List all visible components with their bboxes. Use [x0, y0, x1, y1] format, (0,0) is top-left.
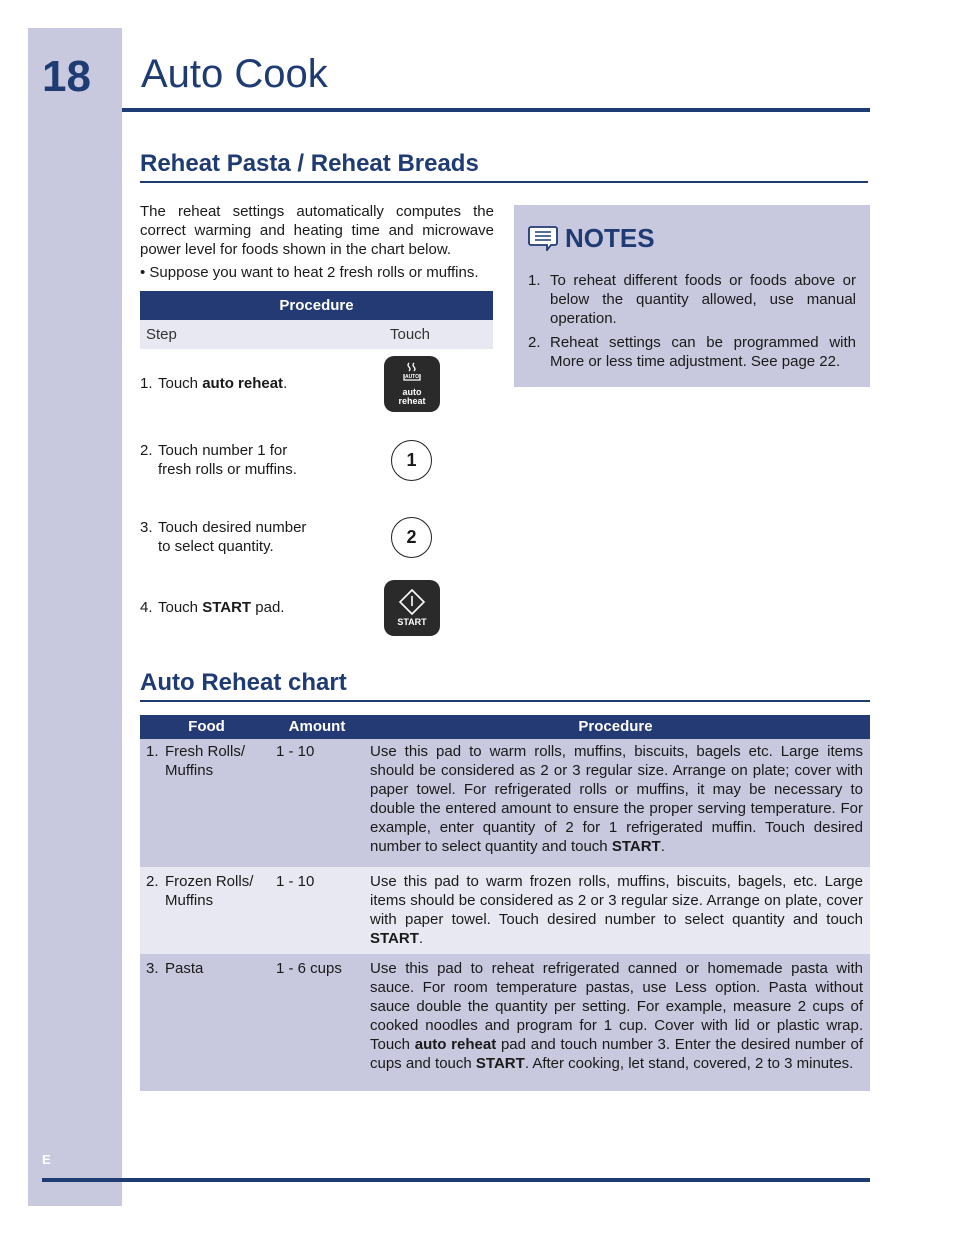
footer-rule	[42, 1178, 870, 1182]
note-2: 2. Reheat settings can be programmed with More or less time adjustment. See page 22.	[528, 334, 856, 370]
reheat-heading-rule	[140, 181, 868, 183]
amount-cell: 1 - 6 cups	[276, 960, 342, 977]
page-title: Auto Cook	[141, 52, 328, 96]
food-cell: 3. Pasta	[146, 960, 204, 977]
header-food: Food	[188, 718, 225, 735]
header-procedure: Procedure	[578, 718, 653, 735]
procedure-cell: Use this pad to reheat refrigerated canned or homemade pasta with sauce. For room temperature pastas, use Less option. Pasta without sauce double the quantity per setting. For example, measure 2 cups of cooked noodles and program for 1 cup. Cover with lid or plastic wrap. Touch auto reheat pad and touch number 3. Enter the desired number of cups and touch START. After cooking, let stand, covered, 2 to 3 minutes.	[370, 960, 864, 1072]
reheat-bullet: • Suppose you want to heat 2 fresh rolls or muffins.	[140, 264, 479, 281]
procedure-cell: Use this pad to warm rolls, muffins, biscuits, bagels etc. Large items should be considered as 2 or 3 regular size. Arrange on plate; cover with paper towel. For refrigerated rolls or muffins, it may be necessary to double the entered amount to ensure the proper serving temperature. For example, enter quantity of 2 for 1 refrigerated muffin. Touch desired number to select quantity and touch START.	[370, 743, 863, 855]
number-2-pad: 2	[391, 517, 432, 558]
notes-title: NOTES	[565, 223, 655, 253]
header-amount: Amount	[288, 718, 346, 735]
step-2: 2. Touch number 1 for fresh rolls or muffins.	[140, 442, 297, 478]
side-band	[28, 28, 122, 1206]
table-row	[140, 954, 870, 1091]
amount-cell: 1 - 10	[276, 873, 315, 890]
food-cell: 2. Frozen Rolls/ Muffins	[146, 873, 254, 909]
step-4: 4. Touch START pad.	[140, 599, 285, 616]
col-step: Step	[146, 326, 177, 343]
col-touch: Touch	[390, 326, 431, 343]
procedure-cell: Use this pad to warm frozen rolls, muffins, biscuits, bagels, etc. Large items should be considered as 2 or 3 regular size. Arrange on plate, cover with paper towel. Touch desired number to select quantity and touch START.	[370, 873, 863, 947]
notes-box	[514, 205, 870, 387]
page-number: 18	[42, 52, 91, 101]
procedure-subheader	[140, 320, 493, 349]
note-1: 1. To reheat different foods or foods above or below the quantity allowed, use manual operation.	[528, 272, 856, 327]
chart-heading: Auto Reheat chart	[140, 669, 347, 696]
notes-icon	[528, 225, 558, 251]
chart-heading-rule	[140, 700, 870, 702]
table-row	[140, 739, 870, 867]
food-cell: 1. Fresh Rolls/ Muffins	[146, 743, 246, 779]
step-1: 1. Touch auto reheat.	[140, 375, 288, 392]
chart-header-row	[140, 715, 870, 739]
auto-reheat-pad: AUTO auto reheat	[384, 356, 440, 412]
reheat-heading: Reheat Pasta / Reheat Breads	[140, 150, 479, 177]
start-pad: START	[384, 580, 440, 636]
amount-cell: 1 - 10	[276, 743, 315, 760]
step-3: 3. Touch desired number to select quantity.	[140, 519, 307, 555]
number-1-pad: 1	[391, 440, 432, 481]
language-mark: E	[42, 1152, 51, 1167]
header-rule	[122, 108, 870, 112]
start-diamond-icon	[398, 588, 426, 616]
reheat-intro: The reheat settings automatically computes the correct warming and heating time and microwave power level for foods shown in the chart below.	[140, 203, 494, 258]
procedure-header: Procedure	[140, 291, 493, 320]
table-row	[140, 867, 870, 954]
